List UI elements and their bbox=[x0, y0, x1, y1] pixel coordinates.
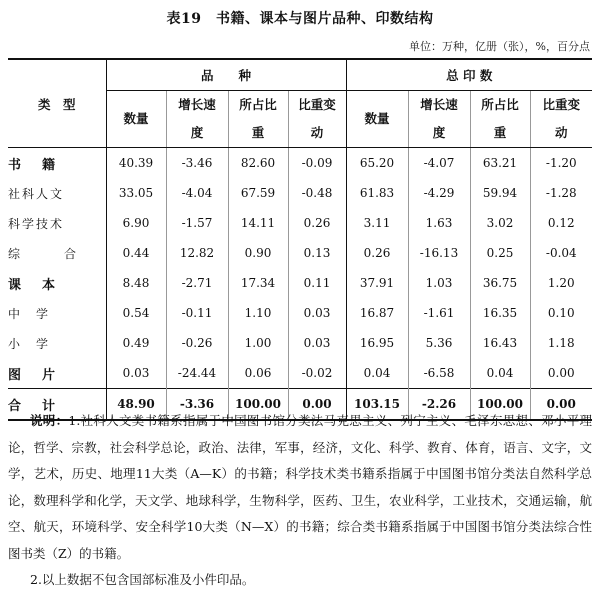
note-1 bbox=[8, 408, 592, 567]
header-type: 类 型 bbox=[8, 59, 106, 148]
table-cell: 6.90 bbox=[106, 208, 166, 238]
table-cell: -3.46 bbox=[166, 148, 228, 179]
table-row bbox=[8, 238, 592, 268]
table-cell: -16.13 bbox=[408, 238, 470, 268]
table-cell: 0.03 bbox=[106, 358, 166, 389]
table-cell: 1.00 bbox=[228, 328, 288, 358]
header-sub-3: 比重变 动 bbox=[288, 91, 346, 148]
table-cell: 16.95 bbox=[346, 328, 408, 358]
table-cell: 3.02 bbox=[470, 208, 530, 238]
table-cell: -0.02 bbox=[288, 358, 346, 389]
table-cell: 17.34 bbox=[228, 268, 288, 298]
header-group-varieties: 品 种 bbox=[106, 59, 346, 91]
note-label: 说明： bbox=[30, 413, 69, 428]
table-cell: 0.04 bbox=[346, 358, 408, 389]
row-label: 中 学 bbox=[8, 306, 51, 321]
header-sub-1: 增长速 度 bbox=[166, 91, 228, 148]
table-cell: 48.90 bbox=[106, 389, 166, 421]
table-cell: 1.03 bbox=[408, 268, 470, 298]
table-cell: 0.11 bbox=[288, 268, 346, 298]
header-sub-2: 所占比 重 bbox=[228, 91, 288, 148]
table-cell: 0.00 bbox=[288, 389, 346, 421]
table-cell: 0.04 bbox=[470, 358, 530, 389]
table-cell: 61.83 bbox=[346, 178, 408, 208]
table-cell: -0.11 bbox=[166, 298, 228, 328]
row-label bbox=[8, 238, 106, 268]
table-cell: 0.00 bbox=[530, 389, 592, 421]
table-cell: -0.48 bbox=[288, 178, 346, 208]
table-cell: 0.26 bbox=[288, 208, 346, 238]
row-label: 书 籍 bbox=[8, 157, 60, 173]
table-title: 表19 书籍、课本与图片品种、印数结构 bbox=[166, 11, 434, 27]
table-cell: 0.54 bbox=[106, 298, 166, 328]
table-cell: 65.20 bbox=[346, 148, 408, 179]
table-cell: -0.09 bbox=[288, 148, 346, 179]
table-row bbox=[8, 328, 592, 358]
table-row bbox=[8, 148, 592, 179]
table-cell: -1.28 bbox=[530, 178, 592, 208]
table-cell: -24.44 bbox=[166, 358, 228, 389]
table-cell: 0.90 bbox=[228, 238, 288, 268]
table-cell: 0.13 bbox=[288, 238, 346, 268]
table-row bbox=[8, 298, 592, 328]
table-cell: 1.63 bbox=[408, 208, 470, 238]
header-group-prints: 总 印 数 bbox=[346, 59, 592, 91]
row-label: 课 本 bbox=[8, 277, 60, 293]
table-cell: 5.36 bbox=[408, 328, 470, 358]
table-cell: 14.11 bbox=[228, 208, 288, 238]
table-cell: -0.04 bbox=[530, 238, 592, 268]
table-cell: -4.04 bbox=[166, 178, 228, 208]
table-cell: 82.60 bbox=[228, 148, 288, 179]
note-1-text: 1.社科人文类书籍系指属于中国图书馆分类法马克思主义、列宁主义、毛泽东思想、邓小平理论，哲学、宗教，社会科学总论，政治、法律，军事，经济，文化、科学、教育、体育，语言、文字，文学，艺术，历史、地理11大类（A—K）的书籍；科学技术类书籍系指属于中国图书馆分类法自然科学总论，数理科学和化学，天文学、地球科学，生物科学，医药、卫生，农业科学，工业技术，交通运输，航空、航天，环境科学、安全科学10大类（N—X）的书籍；综合类书籍系指属于中国图书馆分类法综合性图书类（Z）的书籍。 bbox=[8, 413, 592, 561]
table-cell: -1.20 bbox=[530, 148, 592, 179]
table-cell: 0.44 bbox=[106, 238, 166, 268]
header-sub-7: 比重变 动 bbox=[530, 91, 592, 148]
table-cell: 0.00 bbox=[530, 358, 592, 389]
header-sub-5: 增长速 度 bbox=[408, 91, 470, 148]
row-label: 科学技术 bbox=[8, 216, 65, 231]
table-cell: 16.87 bbox=[346, 298, 408, 328]
table-cell: -4.29 bbox=[408, 178, 470, 208]
table-cell: 33.05 bbox=[106, 178, 166, 208]
table-cell: 0.03 bbox=[288, 328, 346, 358]
row-label: 小 学 bbox=[8, 336, 51, 351]
row-label: 合 计 bbox=[8, 389, 106, 421]
table-cell: 40.39 bbox=[106, 148, 166, 179]
table-cell: -1.61 bbox=[408, 298, 470, 328]
table-cell: 67.59 bbox=[228, 178, 288, 208]
table-cell: 37.91 bbox=[346, 268, 408, 298]
table-cell: -0.26 bbox=[166, 328, 228, 358]
table-row bbox=[8, 358, 592, 389]
table-cell: 100.00 bbox=[470, 389, 530, 421]
table-cell: 0.06 bbox=[228, 358, 288, 389]
table-cell: -3.36 bbox=[166, 389, 228, 421]
table-cell: 16.43 bbox=[470, 328, 530, 358]
table-cell: 59.94 bbox=[470, 178, 530, 208]
row-label-text: 综 合 bbox=[8, 246, 76, 261]
table-cell: -6.58 bbox=[408, 358, 470, 389]
table-cell: 63.21 bbox=[470, 148, 530, 179]
table-cell: -1.57 bbox=[166, 208, 228, 238]
table-cell: 0.12 bbox=[530, 208, 592, 238]
statistics-table bbox=[8, 58, 592, 421]
notes bbox=[8, 408, 592, 594]
table-cell: 103.15 bbox=[346, 389, 408, 421]
unit-label: 单位：万种，亿册（张），%，百分点 bbox=[409, 40, 590, 53]
table-cell: 1.10 bbox=[228, 298, 288, 328]
table-cell: 3.11 bbox=[346, 208, 408, 238]
header-sub-0: 数量 bbox=[106, 91, 166, 148]
table-cell: 1.18 bbox=[530, 328, 592, 358]
row-label: 社科人文 bbox=[8, 186, 65, 201]
table-cell: 8.48 bbox=[106, 268, 166, 298]
table-cell: 0.03 bbox=[288, 298, 346, 328]
header-sub-6: 所占比 重 bbox=[470, 91, 530, 148]
table-cell: 12.82 bbox=[166, 238, 228, 268]
table-row bbox=[8, 178, 592, 208]
table-cell: 0.25 bbox=[470, 238, 530, 268]
header-sub-4: 数量 bbox=[346, 91, 408, 148]
note-2: 2.以上数据不包含国部标准及小件印品。 bbox=[30, 572, 255, 587]
table-cell: -2.71 bbox=[166, 268, 228, 298]
table-row bbox=[8, 208, 592, 238]
table-cell: 0.10 bbox=[530, 298, 592, 328]
table-cell: 36.75 bbox=[470, 268, 530, 298]
table-cell: 1.20 bbox=[530, 268, 592, 298]
table-row bbox=[8, 268, 592, 298]
table-cell: 100.00 bbox=[228, 389, 288, 421]
table-cell: -2.26 bbox=[408, 389, 470, 421]
table-cell: 0.49 bbox=[106, 328, 166, 358]
row-label: 图 片 bbox=[8, 367, 60, 383]
table-cell: 0.26 bbox=[346, 238, 408, 268]
table-cell: 16.35 bbox=[470, 298, 530, 328]
table-cell: -4.07 bbox=[408, 148, 470, 179]
